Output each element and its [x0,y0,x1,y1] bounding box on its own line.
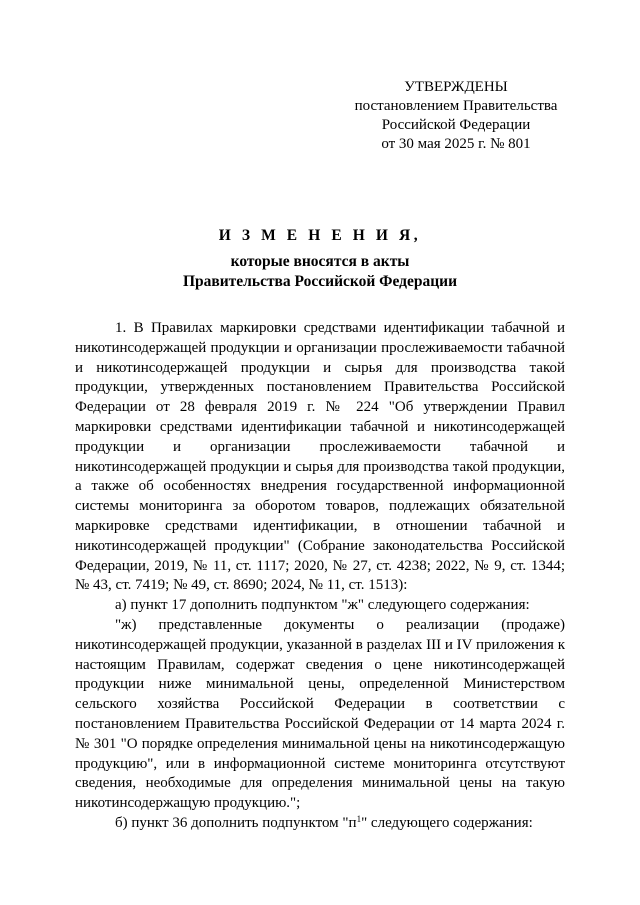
paragraph-item-a: а) пункт 17 дополнить подпунктом "ж" следующего содержания: [115,597,530,614]
paragraph-item-b-end: " следующего содержания: [361,814,533,831]
document-title: И З М Е Н Е Н И Я, [218,227,422,244]
paragraph-1: 1. В Правилах маркировки средствами идентификации табачной и никотинсодержащей продукции и организации прослеживаемости табачной и никотинсодержащей продукции и сырья для производства такой продукции, утвержденных постановлением Правительства Российской Федерации от 28 февраля 2019 г. № 224 "Об утверждении Правил маркировки средствами идентификации табачной и никотинсодержащей продукции и организации прослеживаемости табачной и никотинсодержащей продукции и сырья для производства такой продукции, а также об особенностях внедрения государственной информационной системы мониторинга за оборотом товаров, подлежащих обязательной маркировке средствами идентификации, в отношении табачной и никотинсодержащей продукции" (Собрание законодательства Российской Федерации, 2019, № 11, ст. 1117; 2020, № 27, ст. 4238; 2022, № 9, ст. 1344; № 43, ст. 7419; № 49, ст. 8690; 2024, № 11, ст. 1513): [75,320,565,594]
approval-line-government: Российской Федерации [381,117,531,133]
document-subtitle-line2: Правительства Российской Федерации [182,273,458,290]
paragraph-item-b [75,814,565,834]
approval-line-resolution: постановлением Правительства [354,98,558,114]
approval-line-date: от 30 мая 2025 г. № 801 [381,136,531,152]
superscript-1: 1 [356,813,362,824]
document-body [75,319,565,834]
title-block [0,226,640,292]
approval-block [340,78,572,154]
document-subtitle-line1: которые вносятся в акты [230,253,410,270]
paragraph-item-zh-text: "ж) представленные документы о реализации (продаже) никотинсодержащей продукции, указанной в разделах III и IV приложения к настоящим Правилам, содержат сведения о цене никотинсодержащей продукции ниже минимальной цены, определенной Министерством сельского хозяйства Российской Федерации в соответствии с постановлением Правительства Российской Федерации от 14 марта 2024 г. № 301 "О порядке определения минимальной цены на никотинсодержащую продукцию", или в информационной системе мониторинга отсутствуют сведения, необходимые для определения минимальной цены на такую никотинсодержащую продукцию."; [75,616,565,812]
paragraph-item-b-start: б) пункт 36 дополнить подпунктом "п [115,814,357,831]
approval-heading: УТВЕРЖДЕНЫ [404,79,508,95]
